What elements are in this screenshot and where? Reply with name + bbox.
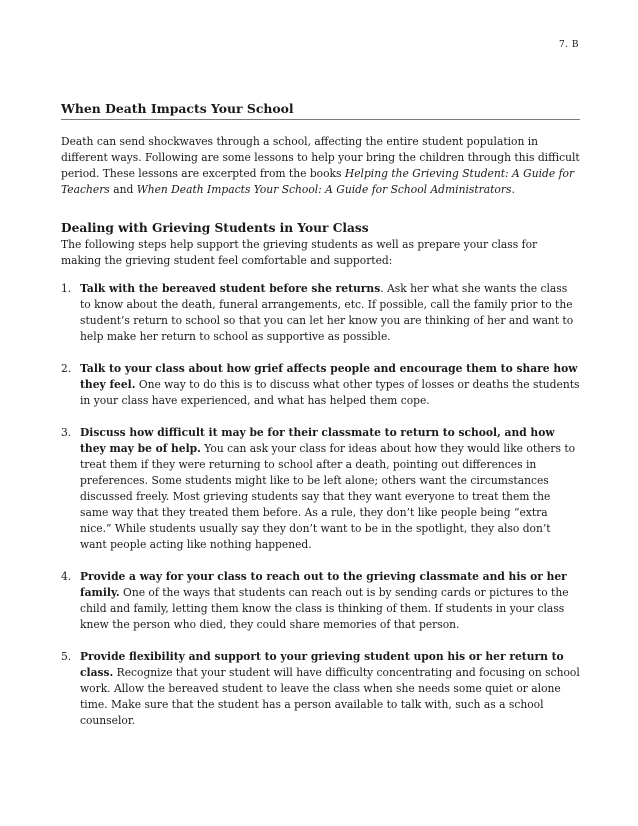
step-number: 1. [61, 282, 72, 295]
step-title: Discuss how difficult it may be for their classmate to return to school, and how they may be of help. [80, 426, 555, 455]
step-title: Talk with the bereaved student before she returns [80, 282, 381, 295]
page-number: 7. B [558, 40, 579, 50]
list-item [61, 281, 580, 345]
step-body: Recognize that your student will have difficulty concentrating and focusing on school work. Allow the bereaved student to leave the class when she needs some quiet or alone time. Make sure that the student has a person available to talk with, such as a school counselor. [80, 666, 580, 727]
step-number: 2. [61, 362, 72, 375]
step-body: One way to do this is to discuss what other types of losses or deaths the students in your class have experienced, and what has helped them cope. [80, 378, 580, 407]
step-body: . Ask her what she wants the class to know about the death, funeral arrangements, etc. If possible, call the family prior to the student’s return to school so that you can let her know you are thinking of her and want to help make her return to school as supportive as possible. [80, 282, 574, 343]
intro-paragraph [61, 134, 580, 198]
step-body: One of the ways that students can reach out is by sending cards or pictures to the child and family, letting them know the class is thinking of them. If students in your class knew the person who died, they could share memories of that person. [80, 586, 569, 631]
intro-text-1: Death can send shockwaves through a school, affecting the entire student population in different ways. Following are some lessons to help your bring the children through this difficult period. These lessons are excerpted from the books [61, 135, 580, 180]
list-item [61, 425, 580, 553]
intro-text-3: . [511, 183, 515, 196]
intro-text-2: and [109, 183, 137, 196]
step-body: You can ask your class for ideas about how they would like others to treat them if they were returning to school after a death, pointing out differences in preferences. Some students might like to be left alone; others want the circumstances discussed freely. Most grieving students say that they want everyone to treat them the same way that they treated them before. As a rule, they don’t like people being “extra nice.” While students usually say they don’t want to be in the spotlight, they also don’t want people acting like nothing happened. [80, 442, 576, 551]
section-intro: The following steps help support the grieving students as well as prepare your class for making the grieving student feel comfortable and supported: [61, 238, 538, 267]
section-heading: Dealing with Grieving Students in Your Class [61, 221, 369, 235]
list-item [61, 361, 580, 409]
steps-list [61, 281, 580, 729]
book-title-administrators: When Death Impacts Your School: A Guide for School Administrators [136, 183, 512, 196]
list-item [61, 649, 580, 729]
book-title-teachers: Helping the Grieving Student: A Guide for Teachers [61, 167, 575, 196]
list-item [61, 569, 580, 633]
step-number: 4. [61, 570, 72, 583]
step-number: 5. [61, 650, 72, 663]
step-title: Provide a way for your class to reach out to the grieving classmate and his or her family. [80, 570, 567, 599]
step-title: Talk to your class about how grief affects people and encourage them to share how they feel. [80, 362, 578, 391]
document-title: When Death Impacts Your School [61, 0, 580, 120]
step-title: Provide flexibility and support to your grieving student upon his or her return to class. [80, 650, 564, 679]
step-number: 3. [61, 426, 72, 439]
